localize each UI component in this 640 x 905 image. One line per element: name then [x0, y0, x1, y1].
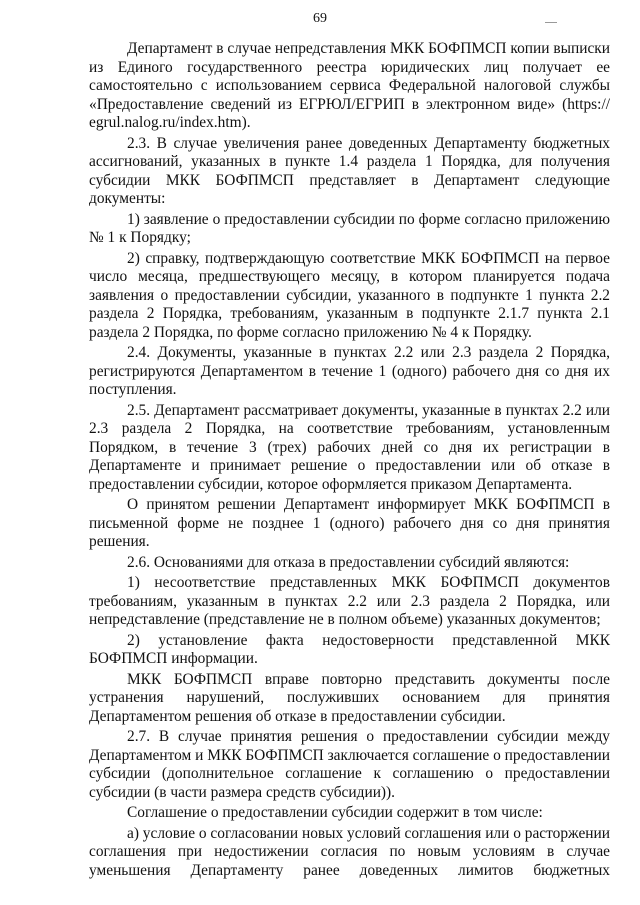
paragraph-agreement-contents: Соглашение о предоставлении субсидии содержит в том числе:: [127, 804, 543, 821]
paragraph-2-6: 2.6. Основаниями для отказа в предоставлении субсидий являются:: [127, 553, 570, 571]
paragraph-2-3-item-2: 2) справку, подтверждающую соответствие МКК БОФПМСП на первое число месяца, предшествующего месяцу, в котором планируется подача заявления о предоставлении субсидии, указанного в подпункте 1 пункта 2.2 раздела 2 Порядка, требованиям, указанным в подпункте 2.1.7 пункта 2.1 раздела 2 Порядка, по форме согласно приложению № 4 к Порядку.: [89, 249, 610, 341]
paragraph-2-4: 2.4. Документы, указанные в пунктах 2.2 или 2.3 раздела 2 Порядка, регистрируются Департаментом в течение 1 (одного) рабочего дня со дня их поступления.: [89, 344, 610, 398]
scan-mark: [545, 22, 557, 23]
paragraph-2-5: 2.5. Департамент рассматривает документы, указанные в пунктах 2.2 или 2.3 раздела 2 Порядка, на соответствие требованиям, установленным Порядком, в течение 3 (трех) рабочих дней со дня их регистрации в Департаменте и принимает решение о предоставлении или об отказе в предоставлении субсидии, которое оформляется приказом Департамента.: [89, 401, 610, 493]
paragraph-2-3-item-1: 1) заявление о предоставлении субсидии по форме согласно приложению № 1 к Порядку;: [89, 210, 610, 246]
paragraph-2-3: 2.3. В случае увеличения ранее доведенных Департаменту бюджетных ассигнований, указанных в пункте 1.4 раздела 1 Порядка, для получения субсидии МКК БОФПМСП представляет в Департамент следующие документы:: [89, 134, 610, 207]
document-body: [89, 40, 610, 880]
paragraph-decision-notice: О принятом решении Департамент информирует МКК БОФПМСП в письменной форме не позднее 1 (одного) рабочего дня со дня принятия решения.: [89, 496, 610, 550]
paragraph-2-7: 2.7. В случае принятия решения о предоставлении субсидии между Департаментом и МКК БОФПМСП заключается соглашение о предоставлении субсидии (дополнительное соглашение к соглашению о предоставлении субсидии (в части размера средств субсидии)).: [89, 728, 610, 801]
paragraph-2-6-item-1: 1) несоответствие представленных МКК БОФПМСП документов требованиям, указанным в пунктах 2.2 или 2.3 раздела 2 Порядка, или непредставление (представление не в полном объеме) указанных документов;: [89, 574, 610, 628]
paragraph-egrul: Департамент в случае непредставления МКК БОФПМСП копии выписки из Единого государственного реестра юридических лиц получает ее самостоятельно с использованием сервиса Федеральной налоговой службы «Предоставление сведений из ЕГРЮЛ/ЕГРИП в электронном виде» (https:// egrul.nalog.ru/index.htm).: [89, 40, 610, 131]
paragraph-2-6-item-2: 2) установление факта недостоверности представленной МКК БОФПМСП информации.: [89, 631, 610, 667]
page-number: 69: [313, 11, 327, 26]
paragraph-agreement-item-a: а) условие о согласовании новых условий соглашения или о расторжении соглашения при недостижении согласия по новым условиям в случае уменьшения Департаменту ранее доведенных лимитов бюджетных: [89, 824, 610, 879]
paragraph-resubmission: МКК БОФПМСП вправе повторно представить документы после устранения нарушений, послуживших основанием для принятия Департаментом решения об отказе в предоставлении субсидии.: [89, 670, 610, 725]
